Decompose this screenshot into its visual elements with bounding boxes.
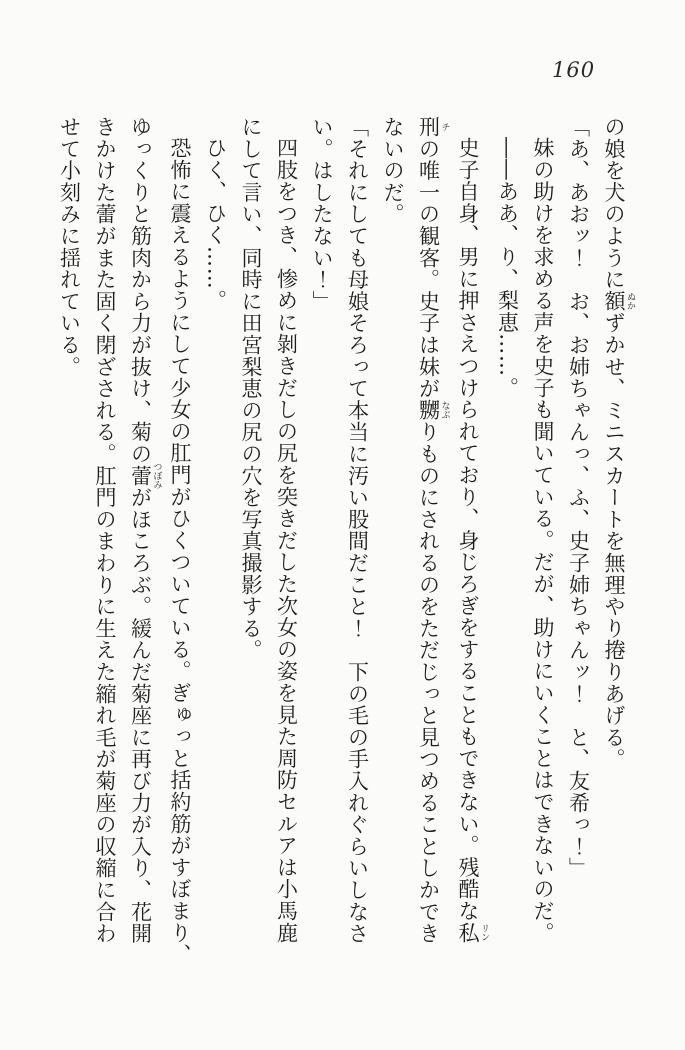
text-column: せて小刻みに揺れている。 (57, 116, 82, 378)
text-column: 史子自身、男に押さえつけられており、身じろぎをすることもできない。残酷な私 リン (456, 137, 489, 944)
text-column: きかけた蕾がまた固く閉ざされる。肛門のまわりに生えた縮れ毛が菊座の収縮に合わ (93, 116, 117, 945)
text-column: の娘を犬のように額 ぬかずかせ、ミニスカートを無理やり捲りあげる。 (602, 116, 635, 771)
ruby-annotated-text: 刑 チ (416, 116, 450, 138)
text-column: にして言い、同時に田宮梨恵の尻の穴を写真撮影する。 (239, 116, 263, 661)
text-column: 恐怖に震えるようにして少女の肛門がひくついている。ぎゅっと括約筋がすぼまり、 (168, 137, 192, 966)
text-column: ないのだ。 (381, 116, 405, 225)
text-column: 「あ、あおッ！ お、お姉ちゃんっ、ふ、史子姉ちゃんッ！ と、友希っ！」 (566, 116, 591, 879)
text-column: 妹の助けを求める声を史子も聞いている。だが、助けにいくことはできないのだ。 (531, 137, 555, 944)
text-column: ひく、ひく……。 (203, 137, 228, 312)
text-column: 「それにしても母娘そろって本当に汚い股間だこと！ 下の毛の手入れぐらいしなさ (345, 116, 370, 945)
text-column: 四肢をつき、惨めに剝きだしの尻を突きだした次女の姿を見た周防セルアは小馬鹿 (274, 137, 299, 944)
text-column: ――ああ、り、梨恵……。 (495, 137, 520, 399)
text-columns (51, 116, 635, 980)
text-column: い。はしたない！」 (310, 116, 334, 313)
page-number: 160 (552, 58, 596, 82)
ruby-annotated-text: 嬲 なぶ (416, 399, 450, 422)
ruby-annotated-text: 額 ぬか (602, 290, 635, 313)
ruby-annotated-text: 蕾 つぼみ (128, 462, 162, 490)
ruby-annotated-text: 私 リン (456, 921, 489, 944)
text-column: 刑 チの唯一の観客。史子は妹が嬲 なぶりものにされるのをただじっと見つめることしかでき (416, 116, 450, 945)
text-column: ゆっくりと筋肉から力が抜け、菊の蕾 つぼみがほころぶ。緩んだ菊座に再び力が入り、花開 (128, 116, 162, 945)
